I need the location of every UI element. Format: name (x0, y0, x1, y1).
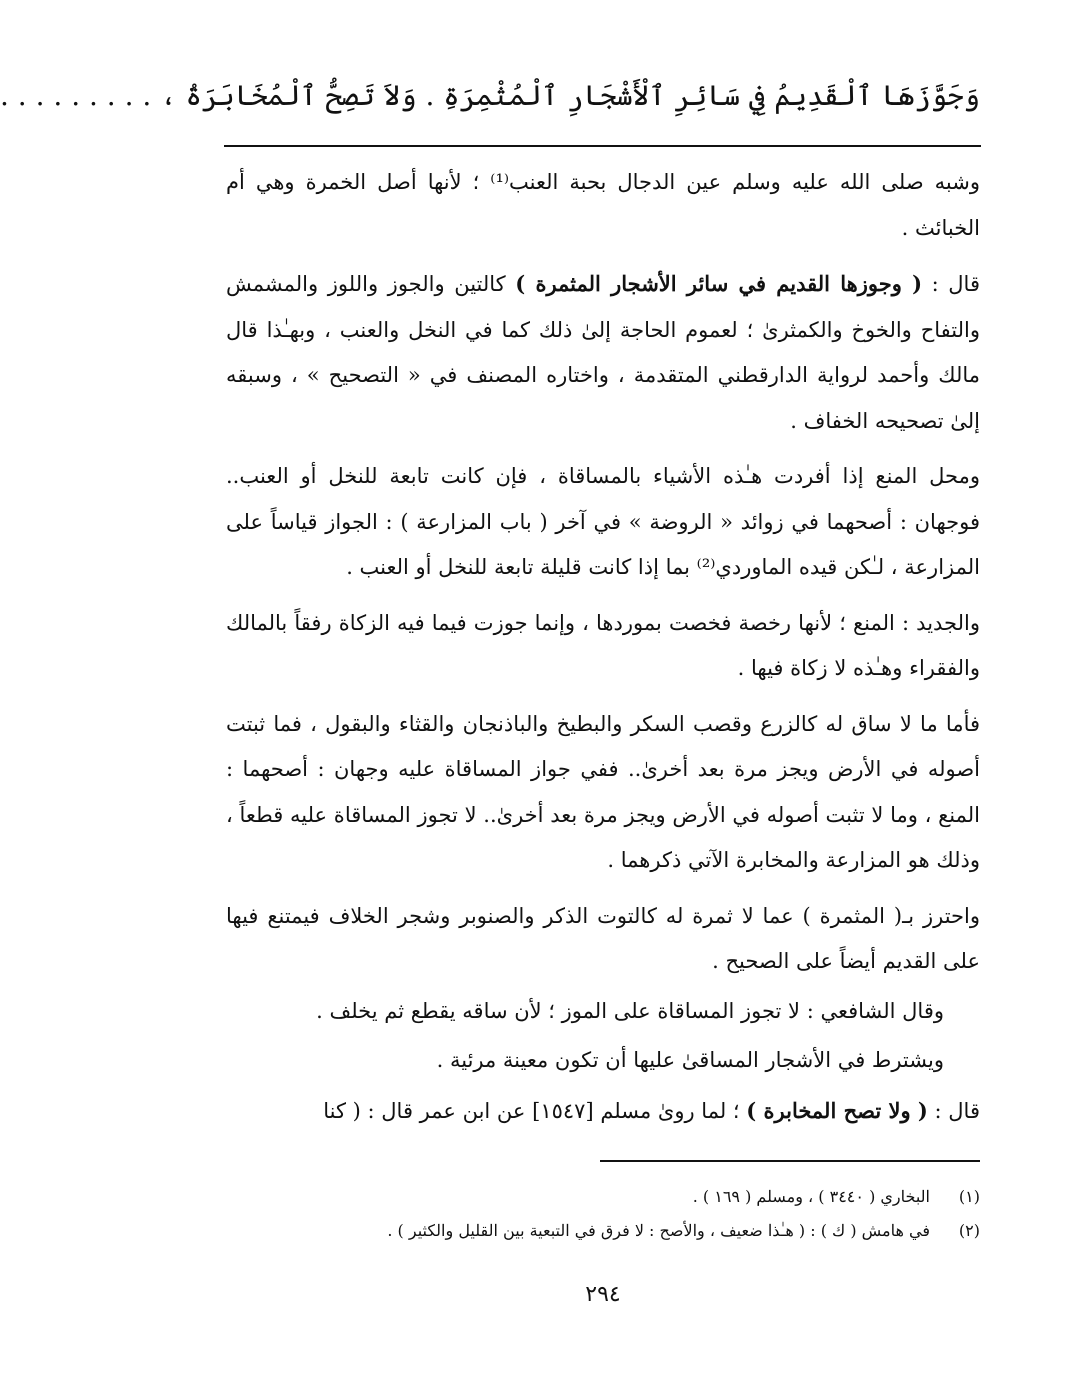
matn-divider (224, 145, 981, 147)
paragraph-2-text: كالتين والجوز واللوز والمشمش والتفاح والخوخ والكمثرىٰ ؛ لعموم الحاجة إلىٰ ذلك كما في النخل والعنب ، وبهـٰذا قال مالك وأحمد لرواية الدارقطني المتقدمة ، واختاره المصنف في « التصحيح » ، وسبقه إلىٰ تصحيحه الخفاف . (226, 272, 980, 433)
paragraph-1 (226, 160, 980, 251)
paragraph-7 (226, 989, 980, 1035)
paragraph-3 (226, 454, 980, 591)
paragraph-8-text: ويشترط في الأشجار المساقىٰ عليها أن تكون معينة مرئية . (436, 1048, 944, 1072)
paragraph-4 (226, 601, 980, 692)
paragraph-2-lead: قال : (922, 272, 980, 296)
paragraph-3-text: ومحل المنع إذا أفردت هـٰذه الأشياء بالمساقاة ، فإن كانت تابعة للنخل أو العنب.. فوجهان : أصحهما في زوائد « الروضة » في آخر ( باب المزارعة ) : الجواز قياساً على المزارعة ، لـٰكن قيده الماوردي⁽²⁾ بما إذا كانت قليلة تابعة للنخل أو العنب . (226, 464, 980, 579)
footnotes (226, 1180, 980, 1248)
footnote-1-text: البخاري ( ٣٤٤٠ ) ، ومسلم ( ١٦٩ ) . (692, 1187, 930, 1206)
paragraph-2-quote: ( وجوزها القديم في سائر الأشجار المثمرة ) (515, 271, 923, 296)
paragraph-9 (226, 1088, 980, 1135)
paragraph-9-lead: قال : (927, 1098, 980, 1123)
footnote-1 (226, 1180, 980, 1214)
paragraph-1-text: وشبه صلى الله عليه وسلم عين الدجال بحبة العنب⁽¹⁾ ؛ لأنها أصل الخمرة وهي أم الخبائث . (226, 170, 980, 240)
paragraph-9-quote: ( ولا تصح المخابرة ) (746, 1097, 928, 1123)
paragraph-5 (226, 702, 980, 884)
paragraph-6 (226, 894, 980, 985)
footnote-2-number: (٢) (958, 1221, 980, 1240)
paragraph-8 (226, 1038, 980, 1084)
page-number: ٢٩٤ (585, 1282, 621, 1307)
commentary-body (226, 160, 980, 1144)
footnote-divider (600, 1160, 980, 1162)
paragraph-5-text: فأما ما لا ساق له كالزرع وقصب السكر والبطيخ والباذنجان والقثاء والبقول ، فما ثبتت أصوله في الأرض ويجز مرة بعد أخرىٰ.. ففي جواز المساقاة عليه وجهان : أصحهما : المنع ، وما لا تثبت أصوله في الأرض ويجز مرة بعد أخرىٰ.. لا تجوز المساقاة عليه قطعاً ، وذلك هو المزارعة والمخابرة الآتي ذكرهما . (226, 711, 980, 872)
footnote-2 (226, 1214, 980, 1248)
paragraph-6-text: واحترز بـ( المثمرة ) عما لا ثمرة له كالتوت الذكر والصنوبر وشجر الخلاف فيمتنع فيها على القديم أيضاً على الصحيح . (226, 903, 980, 973)
footnote-1-number: (١) (958, 1187, 980, 1206)
matn-line: وَجَوَّزَهَا ٱلْقَدِيمُ فِي سَائِرِ ٱلْأَشْجَارِ ٱلْمُثْمِرَةِ . وَلاَ تَصِحُّ ٱلْمُخَابَرَةُ ، . . . . . . . . . (0, 79, 980, 112)
footnote-2-text: في هامش ( ك ) : ( هـٰذا ضعيف ، والأصح : لا فرق في التبعية بين القليل والكثير ) . (387, 1221, 930, 1240)
paragraph-9-text: ؛ لما روىٰ مسلم [١٥٤٧] عن ابن عمر قال : ( كنا (323, 1098, 747, 1123)
paragraph-4-text: والجديد : المنع ؛ لأنها رخصة فخصت بموردها ، وإنما جوزت فيما فيه الزكاة رفقاً بالمالك والفقراء وهـٰذه لا زكاة فيها . (226, 610, 980, 680)
paragraph-2 (226, 261, 980, 444)
paragraph-7-text: وقال الشافعي : لا تجوز المساقاة على الموز ؛ لأن ساقه يقطع ثم يخلف . (316, 998, 944, 1023)
